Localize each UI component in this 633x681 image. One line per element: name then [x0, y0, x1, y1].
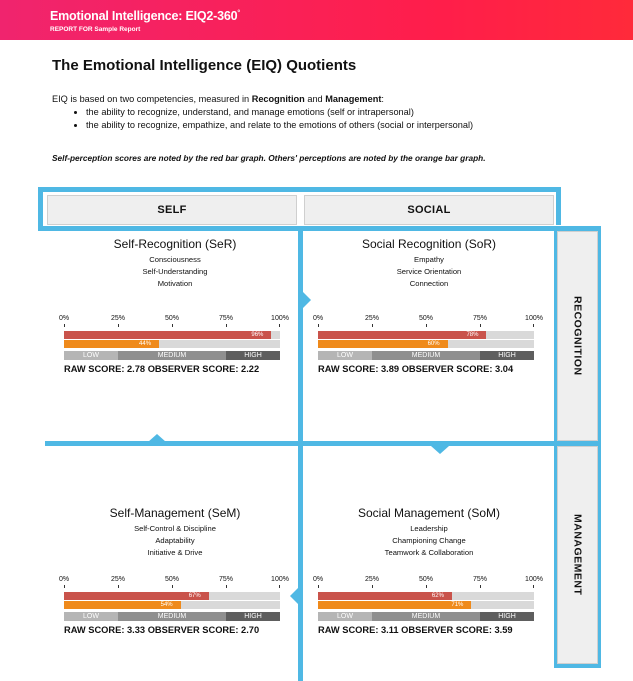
tick-mark	[64, 324, 65, 327]
report-subtitle: REPORT FOR Sample Report	[50, 26, 141, 33]
tick-label: 0%	[312, 576, 324, 583]
intro-lead: EIQ is based on two competencies, measured in Recognition and Management:	[52, 94, 384, 104]
tick-mark	[226, 324, 227, 327]
frame-header-bottom	[38, 226, 598, 231]
quadrant-item: Self-Control & Discipline	[134, 524, 216, 533]
quadrant-item: Motivation	[157, 279, 193, 288]
quadrant-title: Self-Recognition (SeR)	[113, 237, 237, 251]
tick-mark	[372, 324, 373, 327]
arrow-notch-self-recognition	[148, 434, 166, 442]
band-medium: MEDIUM	[372, 612, 480, 621]
quadrant-item: Championing Change	[392, 536, 466, 545]
observer-score-bar-label: 44%	[139, 341, 152, 347]
column-header-self: SELF	[47, 195, 297, 225]
scale-ticks	[58, 576, 289, 588]
tick-label: 100%	[525, 315, 543, 322]
scale-ticks	[58, 315, 289, 327]
quadrant-items	[314, 523, 544, 559]
observer-score-bar	[318, 601, 471, 609]
band-low: LOW	[318, 612, 372, 621]
tick-label: 100%	[271, 576, 289, 583]
tick-mark	[372, 585, 373, 588]
quadrant-item: Empathy	[414, 255, 444, 264]
frame-right-top	[556, 187, 561, 225]
tick-mark	[533, 585, 534, 588]
intro-text	[52, 93, 612, 132]
tick-mark	[318, 324, 319, 327]
tick-label: 50%	[418, 576, 434, 583]
bar-track	[64, 340, 280, 348]
band-medium: MEDIUM	[118, 351, 226, 360]
band-low: LOW	[64, 612, 118, 621]
report-title: Emotional Intelligence: EIQ2-360°	[50, 9, 241, 23]
quadrant-item: Leadership	[410, 524, 448, 533]
tick-label: 50%	[418, 315, 434, 322]
tick-mark	[533, 324, 534, 327]
tick-mark	[118, 324, 119, 327]
observer-score-bar-label: 71%	[451, 602, 464, 608]
self-score-bar-label: 78%	[466, 332, 479, 338]
tick-mark	[279, 585, 280, 588]
band-low: LOW	[318, 351, 372, 360]
tick-label: 75%	[218, 315, 234, 322]
band-high: HIGH	[226, 351, 280, 360]
arrow-notch-center-upper	[303, 292, 311, 308]
quadrant-item: Adaptability	[155, 536, 195, 545]
quadrant-title: Self-Management (SeM)	[109, 506, 241, 520]
quadrant-items	[314, 254, 544, 290]
observer-score-bar-label: 54%	[160, 602, 173, 608]
tick-mark	[318, 585, 319, 588]
scale-ticks	[312, 315, 543, 327]
tick-label: 75%	[218, 576, 234, 583]
score-band	[318, 351, 534, 360]
tick-label: 75%	[472, 576, 488, 583]
score-band	[64, 612, 280, 621]
bar-track	[318, 601, 534, 609]
row-header-management	[557, 446, 598, 664]
quadrant-item: Consciousness	[149, 255, 201, 264]
score-band	[318, 612, 534, 621]
quadrant-item: Teamwork & Collaboration	[384, 548, 474, 557]
tick-mark	[64, 585, 65, 588]
tick-label: 0%	[312, 315, 324, 322]
tick-label: 50%	[164, 315, 180, 322]
column-header-social: SOCIAL	[304, 195, 554, 225]
band-medium: MEDIUM	[372, 351, 480, 360]
quadrant-title: Social Recognition (SoR)	[361, 237, 497, 251]
report-header	[0, 0, 633, 40]
row-header-management-label: MANAGEMENT	[571, 514, 584, 596]
quadrant-item: Self-Understanding	[142, 267, 208, 276]
bar-track	[318, 331, 534, 339]
frame-left	[38, 187, 43, 229]
tick-label: 25%	[364, 576, 380, 583]
bar-track	[318, 340, 534, 348]
self-score-bar	[318, 331, 486, 339]
quadrant-title: Social Management (SoM)	[357, 506, 501, 520]
intro-bullet: • the ability to recognize, empathize, and relate to the emotions of others (social or interpersonal)	[86, 119, 612, 132]
quadrant-items	[60, 254, 290, 290]
observer-score-bar-label: 60%	[427, 341, 440, 347]
self-score-bar	[64, 331, 271, 339]
score-band	[64, 351, 280, 360]
row-header-recognition-label: RECOGNITION	[571, 296, 584, 376]
raw-observer-score: RAW SCORE: 3.11 OBSERVER SCORE: 3.59	[318, 625, 513, 635]
tick-label: 25%	[110, 576, 126, 583]
tick-mark	[172, 585, 173, 588]
tick-label: 0%	[58, 576, 70, 583]
bar-track	[64, 601, 280, 609]
tick-mark	[480, 585, 481, 588]
band-high: HIGH	[480, 612, 534, 621]
frame-right-bottom	[554, 664, 601, 668]
tick-label: 25%	[110, 315, 126, 322]
band-medium: MEDIUM	[118, 612, 226, 621]
band-low: LOW	[64, 351, 118, 360]
frame-middle-horizontal	[45, 441, 598, 446]
intro-bullet: • the ability to recognize, understand, and manage emotions (self or intrapersonal)	[86, 106, 612, 119]
tick-mark	[426, 324, 427, 327]
arrow-notch-center-lower	[290, 588, 298, 604]
quadrant-self-management	[60, 506, 290, 559]
page-title: The Emotional Intelligence (EIQ) Quotients	[52, 57, 357, 74]
bar-track	[318, 592, 534, 600]
frame-top	[38, 187, 561, 192]
self-score-bar-label: 67%	[188, 593, 201, 599]
quadrant-self-recognition	[60, 237, 290, 290]
quadrant-item: Initiative & Drive	[147, 548, 203, 557]
intro-bullets	[86, 106, 612, 132]
quadrant-items	[60, 523, 290, 559]
tick-mark	[480, 324, 481, 327]
raw-observer-score: RAW SCORE: 3.33 OBSERVER SCORE: 2.70	[64, 625, 260, 635]
scale-ticks	[312, 576, 543, 588]
quadrant-social-management	[314, 506, 544, 559]
bar-track	[64, 592, 280, 600]
tick-mark	[172, 324, 173, 327]
self-score-bar-label: 62%	[431, 593, 444, 599]
raw-observer-score: RAW SCORE: 2.78 OBSERVER SCORE: 2.22	[64, 364, 260, 374]
tick-label: 25%	[364, 315, 380, 322]
self-score-bar-label: 96%	[251, 332, 264, 338]
tick-label: 100%	[525, 576, 543, 583]
tick-label: 0%	[58, 315, 70, 322]
quadrant-item: Connection	[409, 279, 449, 288]
raw-observer-score: RAW SCORE: 3.89 OBSERVER SCORE: 3.04	[318, 364, 514, 374]
band-high: HIGH	[480, 351, 534, 360]
quadrant-social-recognition	[314, 237, 544, 290]
tick-mark	[426, 585, 427, 588]
tick-label: 100%	[271, 315, 289, 322]
quadrant-item: Service Orientation	[396, 267, 462, 276]
arrow-notch-social-management	[431, 446, 449, 454]
tick-mark	[279, 324, 280, 327]
tick-label: 50%	[164, 576, 180, 583]
tick-label: 75%	[472, 315, 488, 322]
bar-legend-note: Self-perception scores are noted by the red bar graph. Others' perceptions are noted by the orange bar graph.	[52, 153, 486, 163]
tick-mark	[118, 585, 119, 588]
tick-mark	[226, 585, 227, 588]
row-header-recognition	[557, 231, 598, 441]
self-score-bar	[64, 592, 209, 600]
band-high: HIGH	[226, 612, 280, 621]
bar-track	[64, 331, 280, 339]
